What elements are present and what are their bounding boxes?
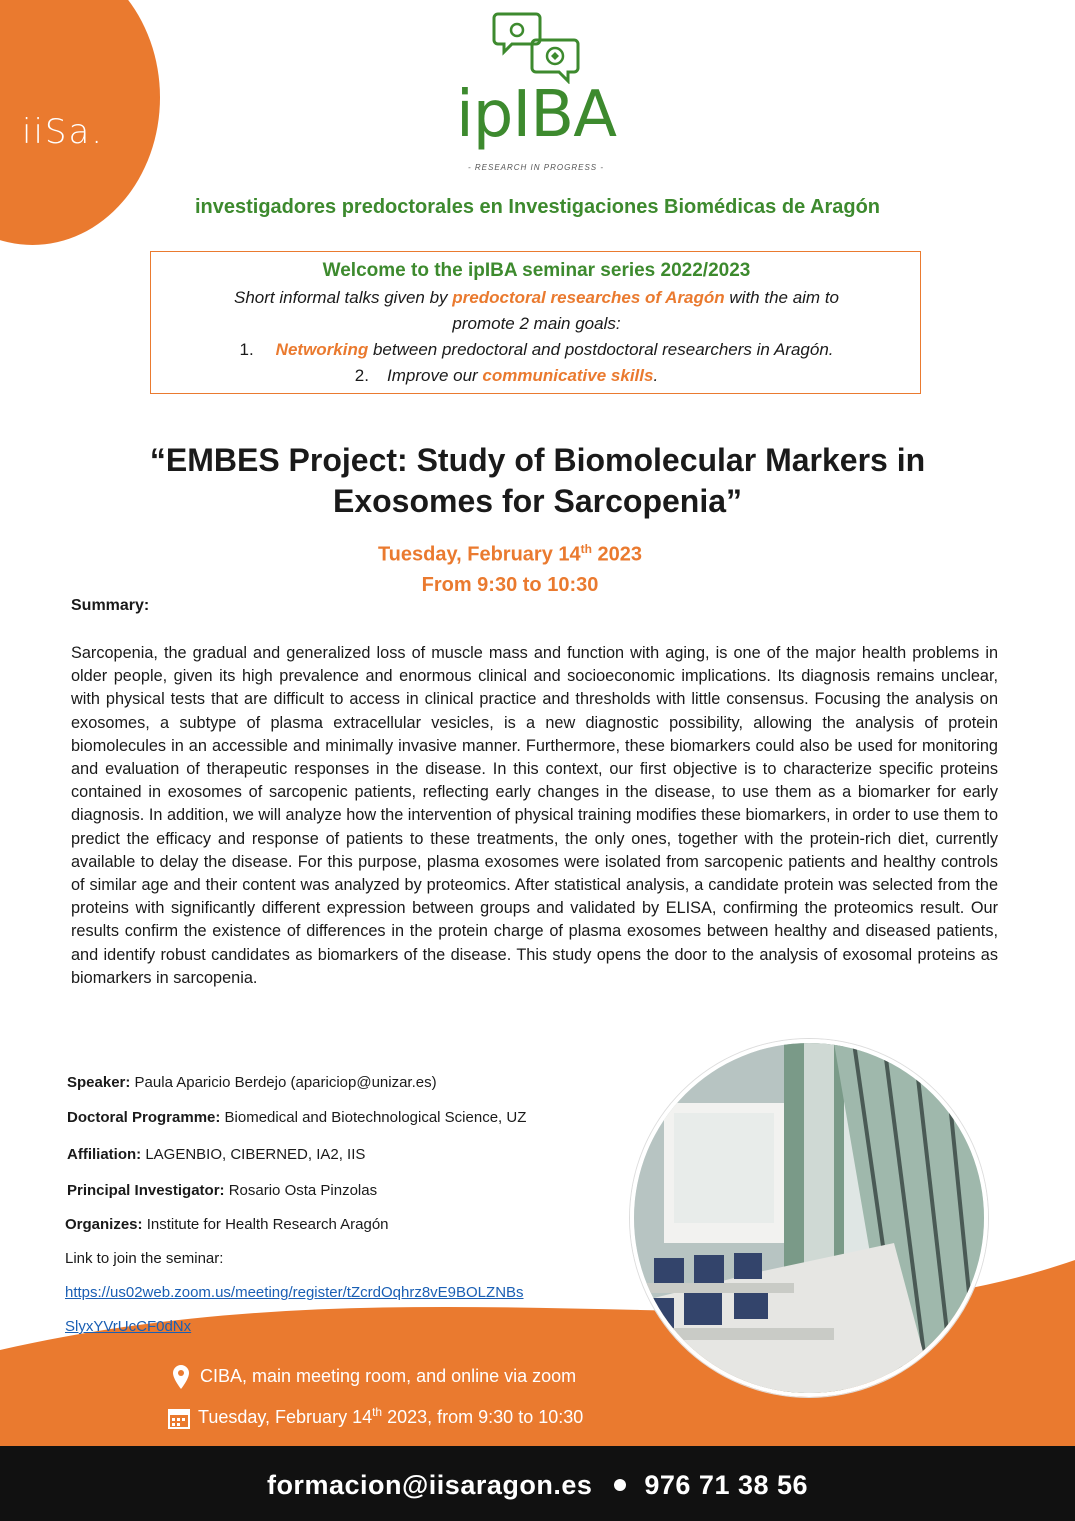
ipiba-logo (420, 6, 652, 186)
summary-label: Summary: (71, 597, 150, 614)
lecture-room-illustration (634, 1043, 984, 1393)
welcome-highlight: predoctoral researches of Aragón (452, 288, 725, 307)
when-text: Tuesday, February 14 (198, 1407, 373, 1427)
welcome-box (150, 251, 921, 394)
affiliation-label: Affiliation: (67, 1146, 142, 1163)
map-pin-icon (170, 1364, 192, 1390)
goal-1 (151, 340, 922, 360)
welcome-line-1 (151, 288, 922, 308)
location-line (170, 1364, 576, 1390)
speaker-label: Speaker: (67, 1074, 131, 1091)
ipiba-wordmark: ipIBA (456, 78, 616, 152)
subtitle: investigadores predoctorales en Investigaciones Biomédicas de Aragón (194, 196, 881, 218)
programme-value: Biomedical and Biotechnological Science, UZ (220, 1109, 527, 1126)
summary-text: Sarcopenia, the gradual and generalized loss of muscle mass and function with aging, is one of the major health problems in older people, given its high prevalence and enormous clinical and socioeconomic implications. Its diagnosis remains unclear, with physical tests that are difficult to access in clinical practice and thresholds with little consensus. Focusing the analysis on exosomes, a subtype of plasma extracellular vesicles, is a new diagnostic possibility, allowing the analysis of protein biomolecules in an accessible and minimally invasive manner. Furthermore, these biomarkers could also be used for monitoring and evaluation of therapeutic responses in the disease. In this context, our first objective is to characterize specific proteins contained in exosomes of sarcopenic patients, reflecting early changes in the disease, to use them as a biomarker for early diagnosis. In addition, we will analyze how the intervention of physical training modifies these biomarkers, in order to use them to predict the efficacy and response of patients to these treatments, the only ones, together with the protein-rich diet, currently available to delay the disease. For this purpose, plasma exosomes were isolated from sarcopenic patients and healthy controls of similar age and their content was analyzed by proteomics. After statistical analysis, a candidate protein was selected from the proteins with significantly different expression between groups and validated by ELISA, confirming the proteomics result. Our results confirm the existence of differences in the protein charge of plasma exosomes between healthy and diseased patients, and identify robust candidates as biomarkers of the disease. This study opens the door to the analysis of exosomal proteins as biomarkers in sarcopenia. (71, 644, 998, 987)
goal-text: . (653, 366, 659, 385)
date-suffix: th (580, 542, 592, 556)
welcome-title: Welcome to the ipIBA seminar series 2022/2023 (322, 260, 751, 281)
chat-bubbles-icon (488, 6, 588, 84)
goal-highlight: Networking (275, 340, 369, 359)
affiliation-line (67, 1146, 365, 1163)
goal-number: 1. (239, 340, 254, 359)
iisa-logo: iiSa. (22, 112, 105, 152)
goal-2 (121, 366, 892, 386)
speaker-line (67, 1074, 437, 1091)
affiliation-value: LAGENBIO, CIBERNED, IA2, IIS (141, 1146, 366, 1163)
zoom-link-line-1[interactable]: https://us02web.zoom.us/meeting/register/tZcrdOqhrz8vE9BOLZNBs (65, 1284, 524, 1301)
talk-time: From 9:30 to 10:30 (421, 574, 599, 596)
talk-date (0, 542, 1020, 567)
date-text: Tuesday, February 14 (377, 543, 581, 566)
link-label: Link to join the seminar: (65, 1250, 224, 1267)
talk-title (80, 440, 995, 522)
location-text: CIBA, main meeting room, and online via zoom (200, 1365, 577, 1386)
welcome-line-2: promote 2 main goals: (452, 314, 621, 333)
organizes-label: Organizes: (65, 1216, 143, 1233)
pi-line (67, 1182, 377, 1199)
welcome-text: Short informal talks given by (234, 288, 453, 307)
goal-highlight: communicative skills (482, 366, 654, 385)
lecture-room-photo (630, 1039, 988, 1397)
when-rest: 2023, from 9:30 to 10:30 (382, 1407, 584, 1427)
calendar-icon (168, 1407, 190, 1429)
talk-title-line: “EMBES Project: Study of Biomolecular Markers in (149, 442, 926, 478)
when-suffix: th (372, 1405, 383, 1419)
programme-label: Doctoral Programme: (67, 1109, 221, 1126)
bullet-icon (614, 1479, 626, 1491)
zoom-link-line-2[interactable]: SlyxYVrUcCF0dNx (65, 1318, 192, 1335)
talk-title-line: Exosomes for Sarcopenia” (332, 483, 743, 519)
date-year: 2023 (591, 543, 643, 566)
footer-contact (0, 1470, 1075, 1501)
ipiba-tagline: - RESEARCH IN PROGRESS - (467, 163, 604, 172)
pi-value: Rosario Osta Pinzolas (224, 1182, 378, 1199)
organizes-value: Institute for Health Research Aragón (142, 1216, 389, 1233)
goal-text: between predoctoral and postdoctoral researchers in Aragón. (368, 340, 834, 359)
programme-line (67, 1109, 526, 1126)
footer-email[interactable]: formacion@iisaragon.es (266, 1470, 593, 1500)
goal-number: 2. (354, 366, 369, 385)
goal-text: Improve our (386, 366, 483, 385)
zoom-link[interactable] (65, 1284, 524, 1301)
welcome-text: with the aim to (724, 288, 839, 307)
footer-phone[interactable]: 976 71 38 56 (644, 1470, 809, 1500)
organizes-line (65, 1216, 389, 1233)
zoom-link-cont[interactable] (65, 1318, 191, 1335)
speaker-value: Paula Aparicio Berdejo (apariciop@unizar.es) (130, 1074, 437, 1091)
pi-label: Principal Investigator: (67, 1182, 225, 1199)
when-line (168, 1405, 583, 1429)
